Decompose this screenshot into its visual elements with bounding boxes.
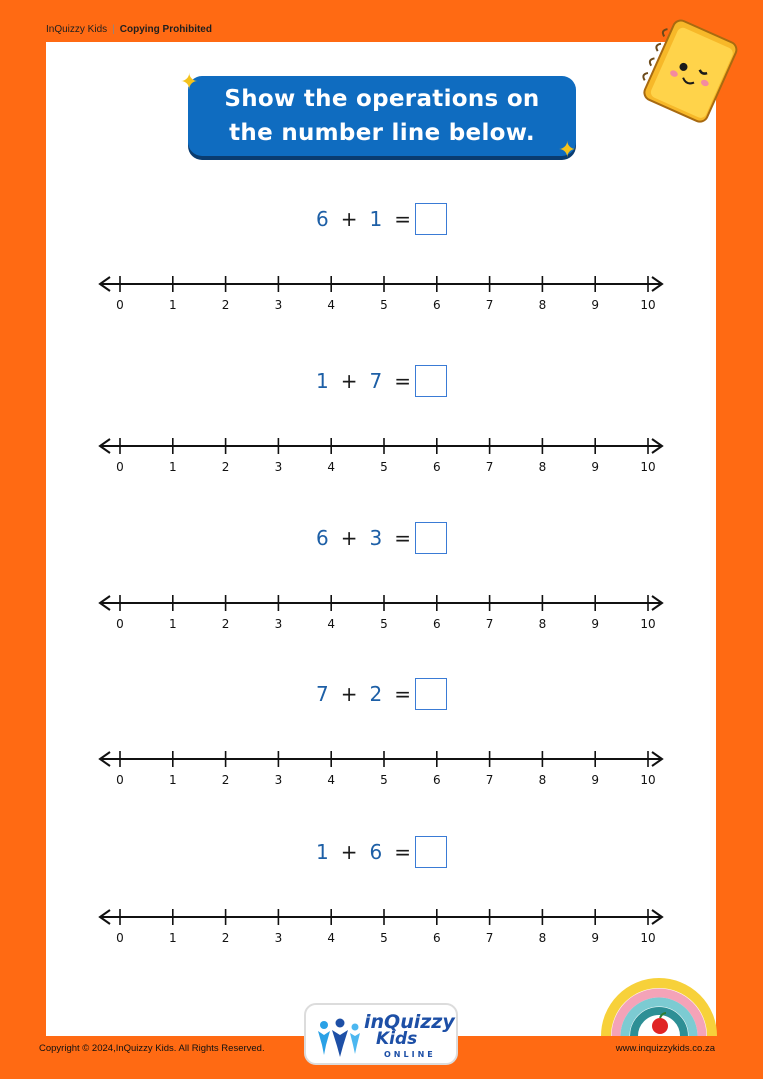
tick-label: 8 <box>538 460 547 474</box>
answer-box[interactable] <box>415 678 447 710</box>
addend-b: 2 <box>369 682 383 706</box>
tick-label: 6 <box>432 298 441 312</box>
addend-b: 3 <box>369 526 383 550</box>
tick-label: 7 <box>485 931 494 945</box>
tick-label: 8 <box>538 617 547 631</box>
number-line <box>96 897 668 945</box>
tick-label: 2 <box>221 773 230 787</box>
tick-label: 9 <box>591 617 600 631</box>
header-brand: InQuizzy Kids <box>46 24 108 35</box>
tick-label: 2 <box>221 460 230 474</box>
addend-a: 6 <box>316 207 329 231</box>
tick-label: 9 <box>591 298 600 312</box>
tick-label: 1 <box>168 617 177 631</box>
tick-label: 0 <box>116 617 124 631</box>
tick-label: 6 <box>432 617 441 631</box>
number-line <box>96 426 668 474</box>
inquizzy-logo <box>304 1003 458 1065</box>
equals-sign: = <box>394 840 411 864</box>
plus-sign: + <box>340 526 358 550</box>
tick-label: 4 <box>327 931 336 945</box>
answer-box[interactable] <box>415 522 447 554</box>
addition-problem <box>0 203 763 237</box>
tick-label: 1 <box>168 773 177 787</box>
addend-b: 7 <box>369 369 383 393</box>
header-notice: Copying Prohibited <box>119 24 212 35</box>
notebook-mascot-icon <box>638 14 742 130</box>
instruction-banner <box>188 76 576 156</box>
tick-label: 9 <box>591 460 600 474</box>
tick-label: 3 <box>274 460 283 474</box>
tick-label: 2 <box>221 617 230 631</box>
equals-sign: = <box>394 207 411 231</box>
tick-label: 4 <box>327 773 336 787</box>
tick-label: 4 <box>327 617 336 631</box>
tick-label: 1 <box>168 298 177 312</box>
tick-label: 6 <box>432 931 441 945</box>
tick-label: 6 <box>432 460 441 474</box>
addition-problem <box>0 365 763 399</box>
instruction-line-2: the number line below. <box>229 120 535 146</box>
sparkle-icon: ✦ <box>558 138 577 163</box>
answer-box[interactable] <box>415 365 447 397</box>
sparkle-icon: ✦ <box>180 70 199 95</box>
tick-label: 6 <box>432 773 441 787</box>
tick-label: 8 <box>538 773 547 787</box>
equation <box>316 522 447 554</box>
logo-line-2: Kids <box>376 1029 418 1049</box>
plus-sign: + <box>340 369 358 393</box>
equals-sign: = <box>394 369 411 393</box>
addend-b: 6 <box>369 840 383 864</box>
plus-sign: + <box>340 682 358 706</box>
tick-label: 0 <box>116 931 124 945</box>
tick-label: 5 <box>380 617 388 631</box>
tick-label: 10 <box>640 773 656 787</box>
equation <box>316 836 447 868</box>
equation <box>316 678 447 710</box>
addend-a: 1 <box>316 369 329 393</box>
tick-label: 4 <box>327 298 336 312</box>
website-text: www.inquizzykids.co.za <box>615 1043 715 1054</box>
plus-sign: + <box>340 207 358 231</box>
tick-label: 5 <box>380 931 388 945</box>
addend-a: 7 <box>316 682 329 706</box>
tick-label: 0 <box>116 773 124 787</box>
tick-label: 5 <box>380 298 388 312</box>
tick-label: 8 <box>538 931 547 945</box>
tick-label: 3 <box>274 931 283 945</box>
answer-box[interactable] <box>415 203 447 235</box>
addend-a: 1 <box>316 840 329 864</box>
tick-label: 7 <box>485 298 494 312</box>
tick-label: 10 <box>640 931 656 945</box>
addition-problem <box>0 678 763 712</box>
tick-label: 4 <box>327 460 336 474</box>
rainbow-decoration-icon <box>600 960 718 1040</box>
number-line <box>96 583 668 631</box>
equation <box>316 203 447 235</box>
tick-label: 7 <box>485 460 494 474</box>
tick-label: 1 <box>168 931 177 945</box>
tick-label: 10 <box>640 460 656 474</box>
instruction-line-1: Show the operations on <box>224 86 540 112</box>
header-label: InQuizzy Kids | Copying Prohibited <box>46 24 212 35</box>
addition-problem <box>0 522 763 556</box>
number-line <box>96 739 668 787</box>
equals-sign: = <box>394 682 411 706</box>
tick-label: 1 <box>168 460 177 474</box>
tick-label: 5 <box>380 773 388 787</box>
equation <box>316 365 447 397</box>
tick-label: 10 <box>640 617 656 631</box>
copyright-text: Copyright © 2024,InQuizzy Kids. All Rights Reserved. <box>39 1043 265 1054</box>
tick-label: 3 <box>274 617 283 631</box>
tick-label: 5 <box>380 460 388 474</box>
tick-label: 8 <box>538 298 547 312</box>
tick-label: 3 <box>274 298 283 312</box>
answer-box[interactable] <box>415 836 447 868</box>
tick-label: 2 <box>221 931 230 945</box>
addend-b: 1 <box>369 207 383 231</box>
kids-figures-icon <box>314 1015 364 1059</box>
number-line <box>96 264 668 312</box>
tick-label: 9 <box>591 773 600 787</box>
tick-label: 10 <box>640 298 656 312</box>
tick-label: 7 <box>485 617 494 631</box>
logo-line-1: inQuizzy <box>364 1011 455 1033</box>
tick-label: 7 <box>485 773 494 787</box>
logo-line-3: ONLINE <box>384 1050 436 1059</box>
addition-problem <box>0 836 763 870</box>
tick-label: 2 <box>221 298 230 312</box>
tick-label: 3 <box>274 773 283 787</box>
plus-sign: + <box>340 840 358 864</box>
tick-label: 0 <box>116 298 124 312</box>
equals-sign: = <box>394 526 411 550</box>
addend-a: 6 <box>316 526 329 550</box>
tick-label: 0 <box>116 460 124 474</box>
tick-label: 9 <box>591 931 600 945</box>
